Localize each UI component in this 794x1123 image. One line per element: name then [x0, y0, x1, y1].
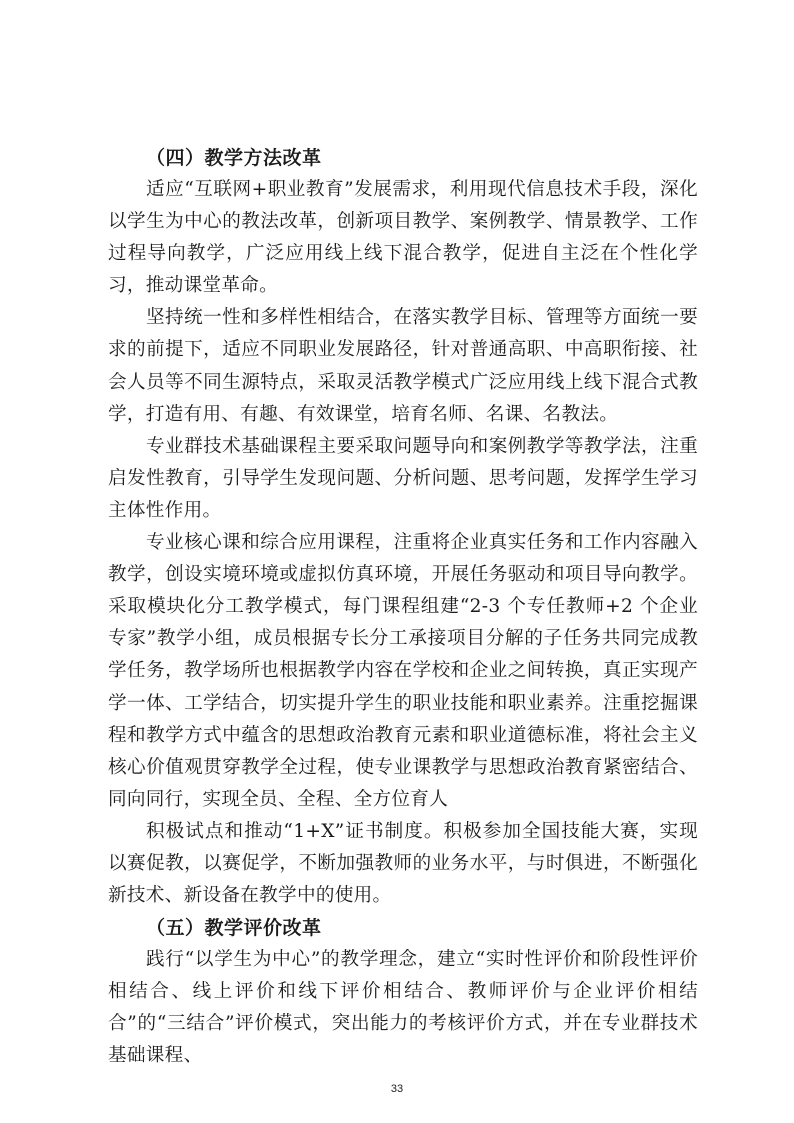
page-content	[108, 142, 698, 1073]
paragraph: 积极试点和推动“1+X”证书制度。积极参加全国技能大赛，实现以赛促教，以赛促学，不断加强教师的业务水平，与时俱进，不断强化新技术、新设备在教学中的使用。	[108, 820, 698, 907]
page-number: 33	[390, 1083, 404, 1095]
paragraph: 适应“互联网+职业教育”发展需求，利用现代信息技术手段，深化以学生为中心的教法改革，创新项目教学、案例教学、情景教学、工作过程导向教学，广泛应用线上线下混合教学，促进自主泛在个性化学习，推动课堂革命。	[108, 179, 698, 297]
paragraph: 专业核心课和综合应用课程，注重将企业真实任务和工作内容融入教学，创设实境环境或虚拟仿真环境，开展任务驱动和项目导向教学。采取模块化分工教学模式，每门课程组建“2-3 个专任教师+2 个企业专家”教学小组，成员根据专长分工承接项目分解的子任务共同完成教学任务，教学场所也根据教学内容在学校和企业之间转换，真正实现产学一体、工学结合，切实提升学生的职业技能和职业素养。注重挖掘课程和教学方式中蕴含的思想政治教育元素和职业道德标准，将社会主义核心价值观贯穿教学全过程，使专业课教学与思想政治教育紧密结合、同向同行，实现全员、全程、全方位育人	[108, 532, 698, 810]
section-heading: （四）教学方法改革	[146, 147, 322, 169]
paragraph: 专业群技术基础课程主要采取问题导向和案例教学等教学法，注重启发性教育，引导学生发现问题、分析问题、思考问题，发挥学生学习主体性作用。	[108, 435, 698, 521]
paragraph: 践行“以学生为中心”的教学理念，建立“实时性评价和阶段性评价相结合、线上评价和线下评价相结合、教师评价与企业评价相结合”的“三结合”评价模式，突出能力的考核评价方式，并在专业群技术基础课程、	[108, 949, 698, 1067]
section-heading: （五）教学评价改革	[146, 917, 322, 940]
paragraph: 坚持统一性和多样性相结合，在落实教学目标、管理等方面统一要求的前提下，适应不同职业发展路径，针对普通高职、中高职衔接、社会人员等不同生源特点，采取灵活教学模式广泛应用线上线下混合式教学，打造有用、有趣、有效课堂，培育名师、名课、名教法。	[108, 307, 698, 425]
